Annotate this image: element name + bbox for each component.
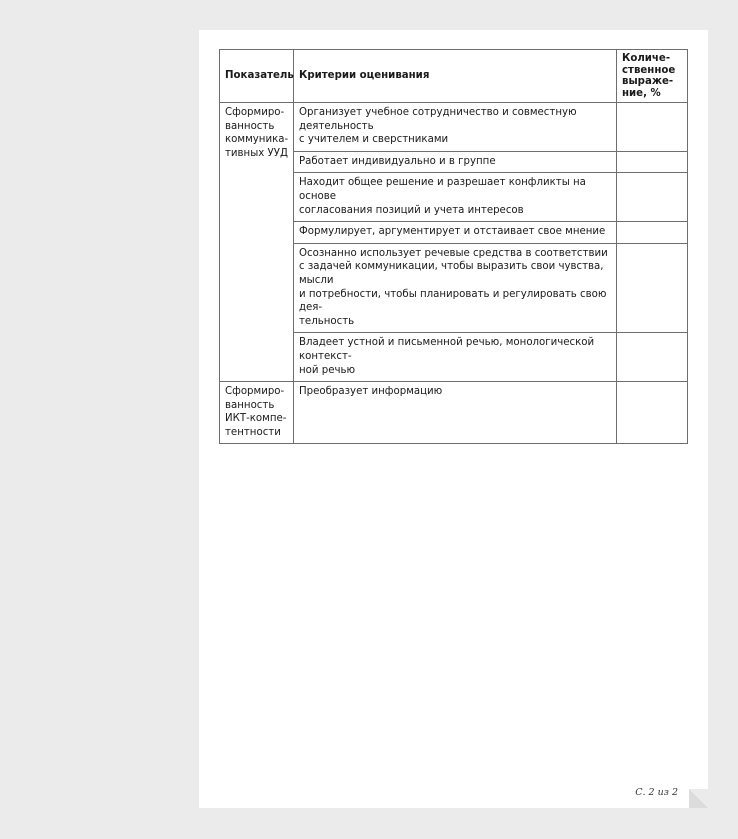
- quantity-cell: [617, 222, 688, 244]
- indicator-cell-communicative: Сформиро- ванность коммуника- тивных УУД: [220, 103, 294, 382]
- quantity-cell: [617, 333, 688, 382]
- criterion-cell: Формулирует, аргументирует и отстаивает свое мнение: [294, 222, 617, 244]
- page-number: С. 2 из 2: [635, 787, 678, 798]
- indicator-cell-ict: Сформиро- ванность ИКТ-компе- тентности: [220, 382, 294, 444]
- criteria-table: [219, 49, 688, 444]
- header-criteria: Критерии оценивания: [294, 50, 617, 103]
- header-indicator: Показатель: [220, 50, 294, 103]
- criterion-cell: Работает индивидуально и в группе: [294, 151, 617, 173]
- table-row: [220, 103, 688, 152]
- header-quantity: Количе- ственное выраже- ние, %: [617, 50, 688, 103]
- quantity-cell: [617, 103, 688, 152]
- document-page: [199, 30, 708, 808]
- criterion-cell: Находит общее решение и разрешает конфликты на основе согласования позиций и учета интересов: [294, 173, 617, 222]
- table-header-row: [220, 50, 688, 103]
- quantity-cell: [617, 243, 688, 333]
- page-corner-fold: [689, 789, 708, 808]
- criterion-cell: Владеет устной и письменной речью, монологической контекст- ной речью: [294, 333, 617, 382]
- table-row: [220, 382, 688, 444]
- criterion-cell: Осознанно использует речевые средства в соответствии с задачей коммуникации, чтобы выразить свои чувства, мысли и потребности, чтобы планировать и регулировать свою дея- тельность: [294, 243, 617, 333]
- quantity-cell: [617, 151, 688, 173]
- quantity-cell: [617, 173, 688, 222]
- criterion-cell: Организует учебное сотрудничество и совместную деятельность с учителем и сверстниками: [294, 103, 617, 152]
- criterion-cell: Преобразует информацию: [294, 382, 617, 444]
- quantity-cell: [617, 382, 688, 444]
